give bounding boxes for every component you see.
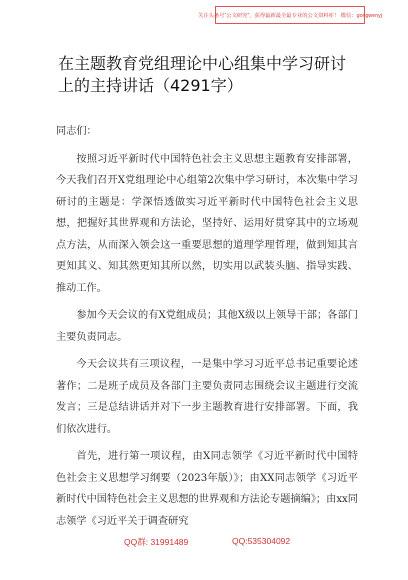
qq-contact-number: QQ:535304092 bbox=[232, 536, 291, 546]
paragraph: 按照习近平新时代中国特色社会主义思想主题教育安排部署，今天我们召开X党组理论中心组第2次集中学习研讨，本次集中学习研讨的主题是：学深悟透做实习近平新时代中国特色社会主义思想，把握好其世界观和方法论，坚持好、运用好贯穿其中的立场观点方法，从而深入领会这一重要思想的道理学理哲理，做到知其言更知其义、知其然更知其所以然，切实用以武装头脑、指导实践、推动工作。 bbox=[56, 153, 358, 294]
greeting: 同志们： bbox=[56, 126, 97, 137]
document-body bbox=[56, 121, 358, 538]
paragraph: 今天会议共有三项议程，一是集中学习习近平总书记重要论述著作；二是班子成员及各部门主要负责同志围绕会议主题进行交流发言；三是总结讲话并对下一步主题教育进行安排部署。下面，我们依次进行。 bbox=[56, 359, 358, 435]
paragraph: 首先，进行第一项议程，由X同志领学《习近平新时代中国特色社会主义思想学习纲要（2023年版）》；由XX同志领学《习近平新时代中国特色社会主义思想的世界观和方法论专题摘编》；由xx同志领学《习近平关于调查研究 bbox=[56, 451, 358, 527]
paragraph: 参加今天会议的有X党组成员；其他X级以上领导干部；各部门主要负责同志。 bbox=[56, 310, 358, 343]
promo-banner bbox=[198, 6, 382, 24]
document-title: 在主题教育党组理论中心组集中学习研讨上的主持讲话（4291字） bbox=[58, 54, 347, 95]
qq-group-number: QQ群: 31991489 bbox=[124, 537, 189, 547]
promo-banner-text: 关注头条号“公文研究”，获得最新最全最专业的公文资料库！ 微信：gongwenyj bbox=[198, 13, 382, 19]
page-footer bbox=[0, 536, 408, 550]
